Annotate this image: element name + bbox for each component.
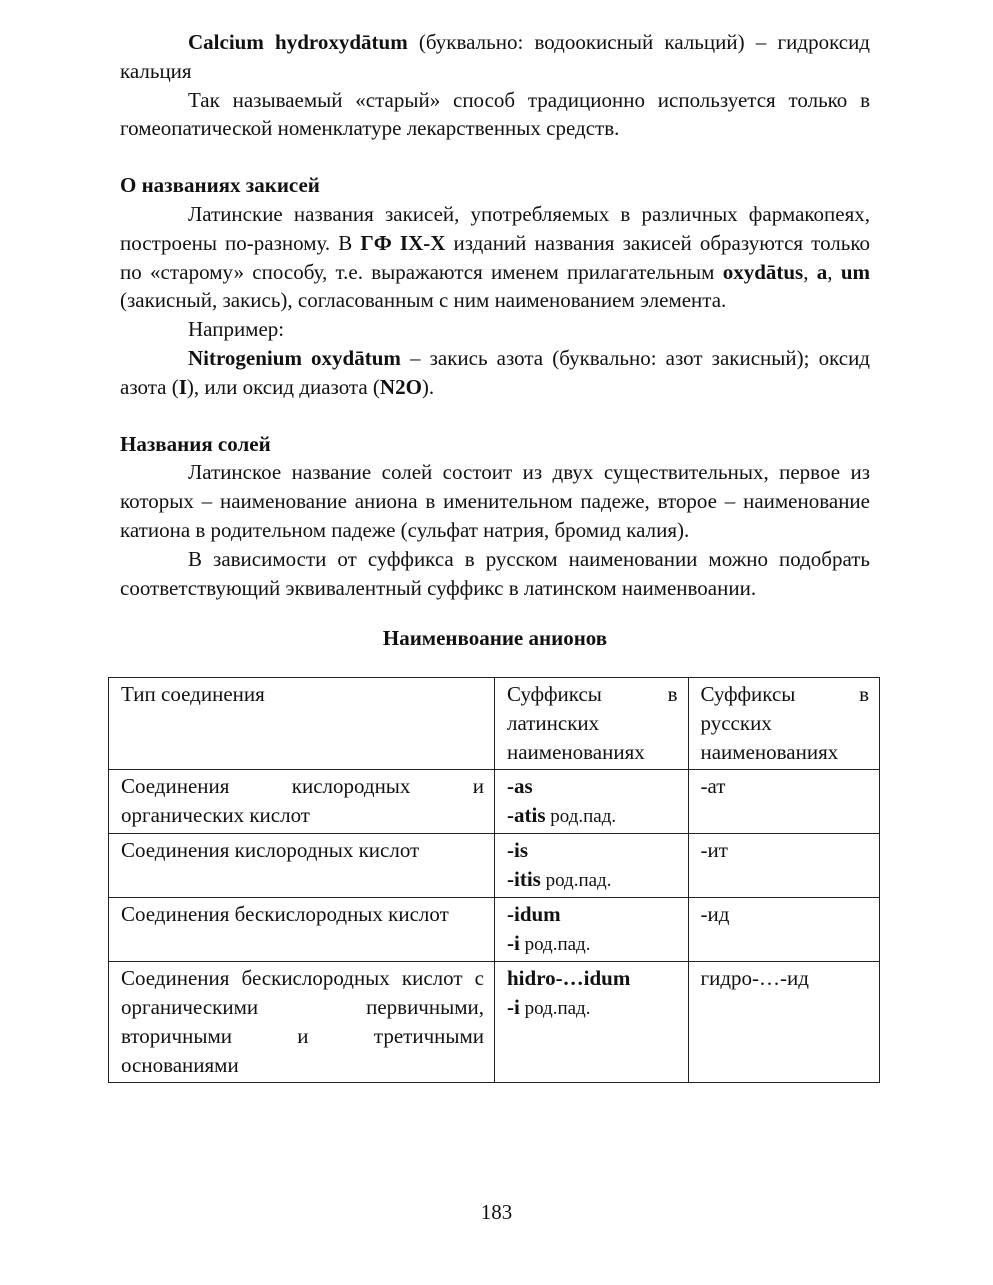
- paragraph-example: Nitrogenium oxydātum – закись азота (буквально: азот закисный); оксид азота (I), или оксид диазота (N2O).: [120, 345, 870, 399]
- paragraph-oxides: Латинские названия закисей, употребляемых в различных фармакопеях, построены по-разному. В ГФ IX-X изданий названия закисей образуются только по «старому» способу, т.е. выражаются именем прилагательным oxydātus, a, um (закисный, закись), согласованным с ним наименованием элемента.: [120, 201, 871, 313]
- cell-russian: гидро-…-ид: [688, 962, 880, 1083]
- cell-latin: hidro-…idum -i род.пад.: [495, 962, 689, 1083]
- section-heading-oxides: О названиях закисей: [120, 173, 320, 198]
- page-number: 183: [480, 1200, 513, 1224]
- table-title: Наименвоание анионов: [382, 626, 608, 651]
- table-row: [109, 770, 880, 834]
- cell-latin: -is -itis род.пад.: [495, 834, 689, 898]
- table-row: [109, 898, 880, 962]
- table-header-row: [109, 678, 880, 770]
- cell-type: Соединения кислородных и органических кислот: [109, 770, 495, 834]
- paragraph-old-method: Так называемый «старый» способ традиционно используется только в гомеопатической номенклатуре лекарственных средств.: [120, 87, 870, 141]
- header-cell: Суффиксы в латинских наименованиях: [495, 678, 689, 770]
- example-label: Например:: [188, 317, 285, 342]
- header-cell: Тип соединения: [109, 678, 495, 770]
- section-heading-salts: Названия солей: [120, 431, 271, 456]
- cell-type: Соединения бескислородных кислот с органическими первичными, вторичными и третичными основаниями: [109, 962, 495, 1083]
- paragraph-suffix: В зависимости от суффикса в русском наименовании можно подобрать соответствующий эквивалентный суффикс в латинском наименвоании.: [120, 546, 870, 600]
- latin-term: Calcium hydroxydātum: [188, 30, 408, 54]
- cell-latin: -idum -i род.пад.: [495, 898, 689, 962]
- cell-type: Соединения бескислородных кислот: [109, 898, 495, 962]
- page-content: [120, 28, 870, 1083]
- paragraph-text: (буквально: водоокисный кальций) – гидроксид кальция: [120, 30, 870, 83]
- cell-latin: -as -atis род.пад.: [495, 770, 689, 834]
- cell-russian: -ат: [688, 770, 880, 834]
- cell-russian: -ит: [688, 834, 880, 898]
- table-row: [109, 962, 880, 1083]
- paragraph-calcium: [120, 28, 870, 86]
- cell-russian: -ид: [688, 898, 880, 962]
- latin-term: Nitrogenium oxydātum: [188, 345, 401, 370]
- paragraph-salts: Латинское название солей состоит из двух существительных, первое из которых – наименование аниона в именительном падеже, второе – наименование катиона в родительном падеже (сульфат натрия, бромид калия).: [120, 460, 870, 542]
- anions-table: [108, 677, 880, 1083]
- table-row: [109, 834, 880, 898]
- cell-type: Соединения кислородных кислот: [109, 834, 495, 898]
- header-cell: Суффиксы в русских наименованиях: [688, 678, 880, 770]
